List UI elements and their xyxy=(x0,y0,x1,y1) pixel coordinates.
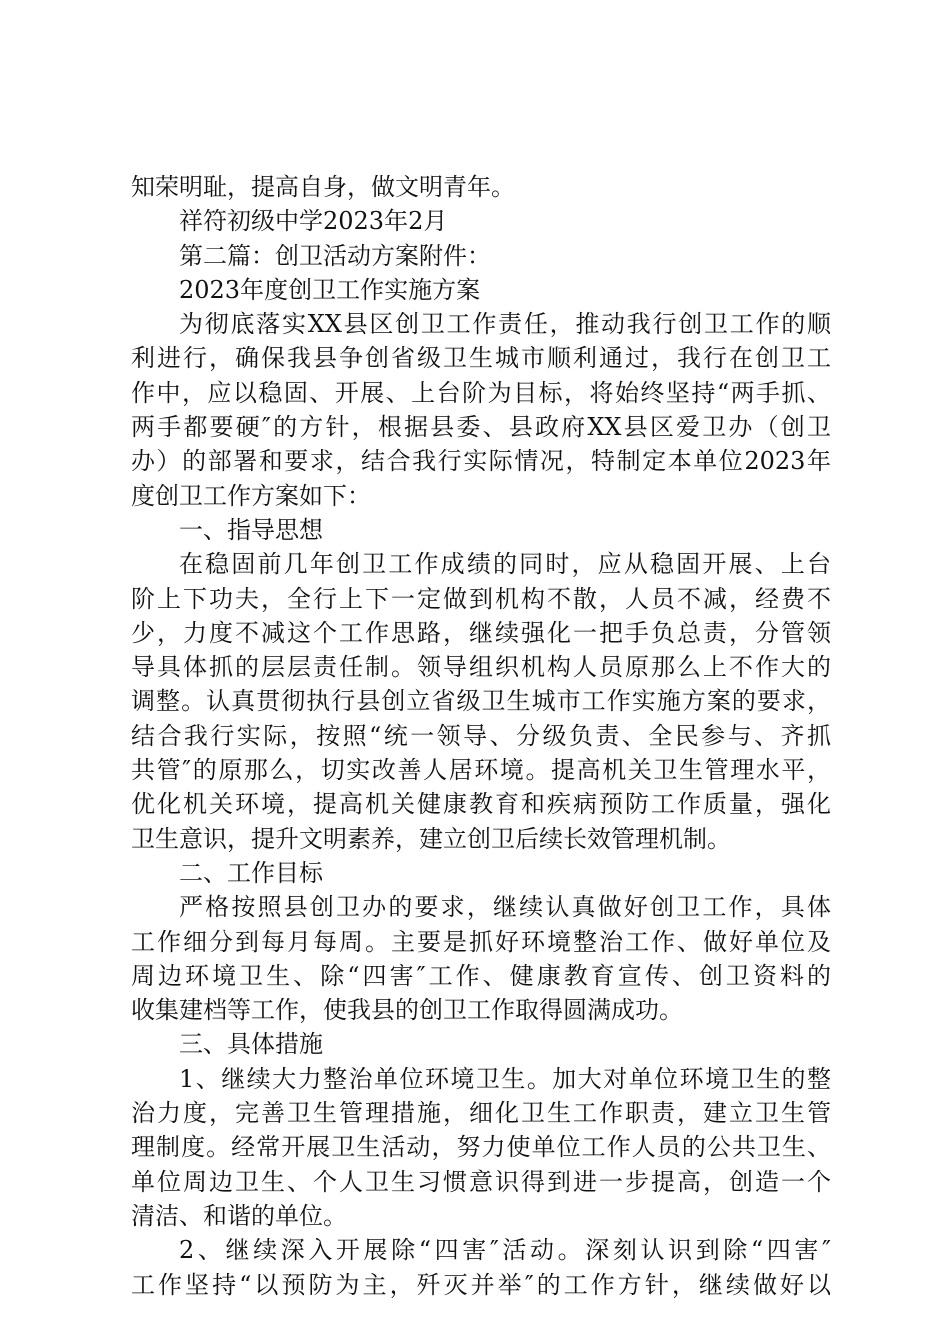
text-line: 严格按照县创卫办的要求，继续认真做好创卫工作，具体 xyxy=(179,893,831,922)
text-line: 理制度。经常开展卫生活动，努力使单位工作人员的公共卫生、 xyxy=(131,1133,831,1162)
text-line: 第二篇：创卫活动方案附件： xyxy=(179,241,491,270)
text-line: 周边环境卫生、除“四害″工作、健康教育宣传、创卫资料的 xyxy=(131,961,831,990)
text-line: 知荣明耻，提高自身，做文明青年。 xyxy=(131,173,515,201)
text-line: 办）的部署和要求，结合我行实际情况，特制定本单位2023年 xyxy=(131,447,831,476)
document-body xyxy=(131,170,831,1302)
text-line: 为彻底落实XX县区创卫工作责任，推动我行创卫工作的顺 xyxy=(179,310,831,339)
text-line: 清洁、和谐的单位。 xyxy=(131,1201,347,1230)
text-line: 二、工作目标 xyxy=(179,858,323,887)
text-line: 单位周边卫生、个人卫生习惯意识得到进一步提高，创造一个 xyxy=(131,1167,831,1196)
text-line: 2、继续深入开展除“四害″活动。深刻认识到除“四害″ xyxy=(179,1236,831,1265)
text-line: 调整。认真贯彻执行县创立省级卫生城市工作实施方案的要求， xyxy=(131,687,831,716)
text-line: 三、具体措施 xyxy=(179,1030,323,1059)
text-line: 一、指导思想 xyxy=(179,515,323,544)
text-line: 1、继续大力整治单位环境卫生。加大对单位环境卫生的整 xyxy=(179,1064,831,1093)
text-line: 收集建档等工作，使我县的创卫工作取得圆满成功。 xyxy=(131,996,683,1025)
text-line: 优化机关环境，提高机关健康教育和疾病预防工作质量，强化 xyxy=(131,790,831,819)
text-line: 2023年度创卫工作实施方案 xyxy=(179,275,481,304)
text-line: 卫生意识，提升文明素养，建立创卫后续长效管理机制。 xyxy=(131,824,731,853)
text-line: 共管″的原那么，切实改善人居环境。提高机关卫生管理水平， xyxy=(131,756,831,785)
text-line: 利进行，确保我县争创省级卫生城市顺利通过，我行在创卫工 xyxy=(131,344,831,373)
text-line: 导具体抓的层层责任制。领导组织机构人员原那么上不作大的 xyxy=(131,653,831,682)
text-line: 作中，应以稳固、开展、上台阶为目标，将始终坚持“两手抓、 xyxy=(131,378,831,407)
text-line: 祥符初级中学2023年2月 xyxy=(179,207,448,236)
text-line: 两手都要硬″的方针，根据县委、县政府XX县区爱卫办（创卫 xyxy=(131,413,831,442)
text-line: 阶上下功夫，全行上下一定做到机构不散，人员不减，经费不 xyxy=(131,584,831,613)
text-line: 治力度，完善卫生管理措施，细化卫生工作职责，建立卫生管 xyxy=(131,1099,831,1128)
text-line: 结合我行实际，按照“统一领导、分级负责、全民参与、齐抓 xyxy=(131,721,831,750)
text-line: 工作细分到每月每周。主要是抓好环境整治工作、做好单位及 xyxy=(131,927,831,956)
text-line: 工作坚持“以预防为主，歼灭并举″的工作方针，继续做好以 xyxy=(131,1270,831,1299)
text-line: 少，力度不减这个工作思路，继续强化一把手负总责，分管领 xyxy=(131,618,831,647)
text-line: 度创卫工作方案如下： xyxy=(131,481,371,510)
text-line: 在稳固前几年创卫工作成绩的同时，应从稳固开展、上台 xyxy=(179,550,831,579)
